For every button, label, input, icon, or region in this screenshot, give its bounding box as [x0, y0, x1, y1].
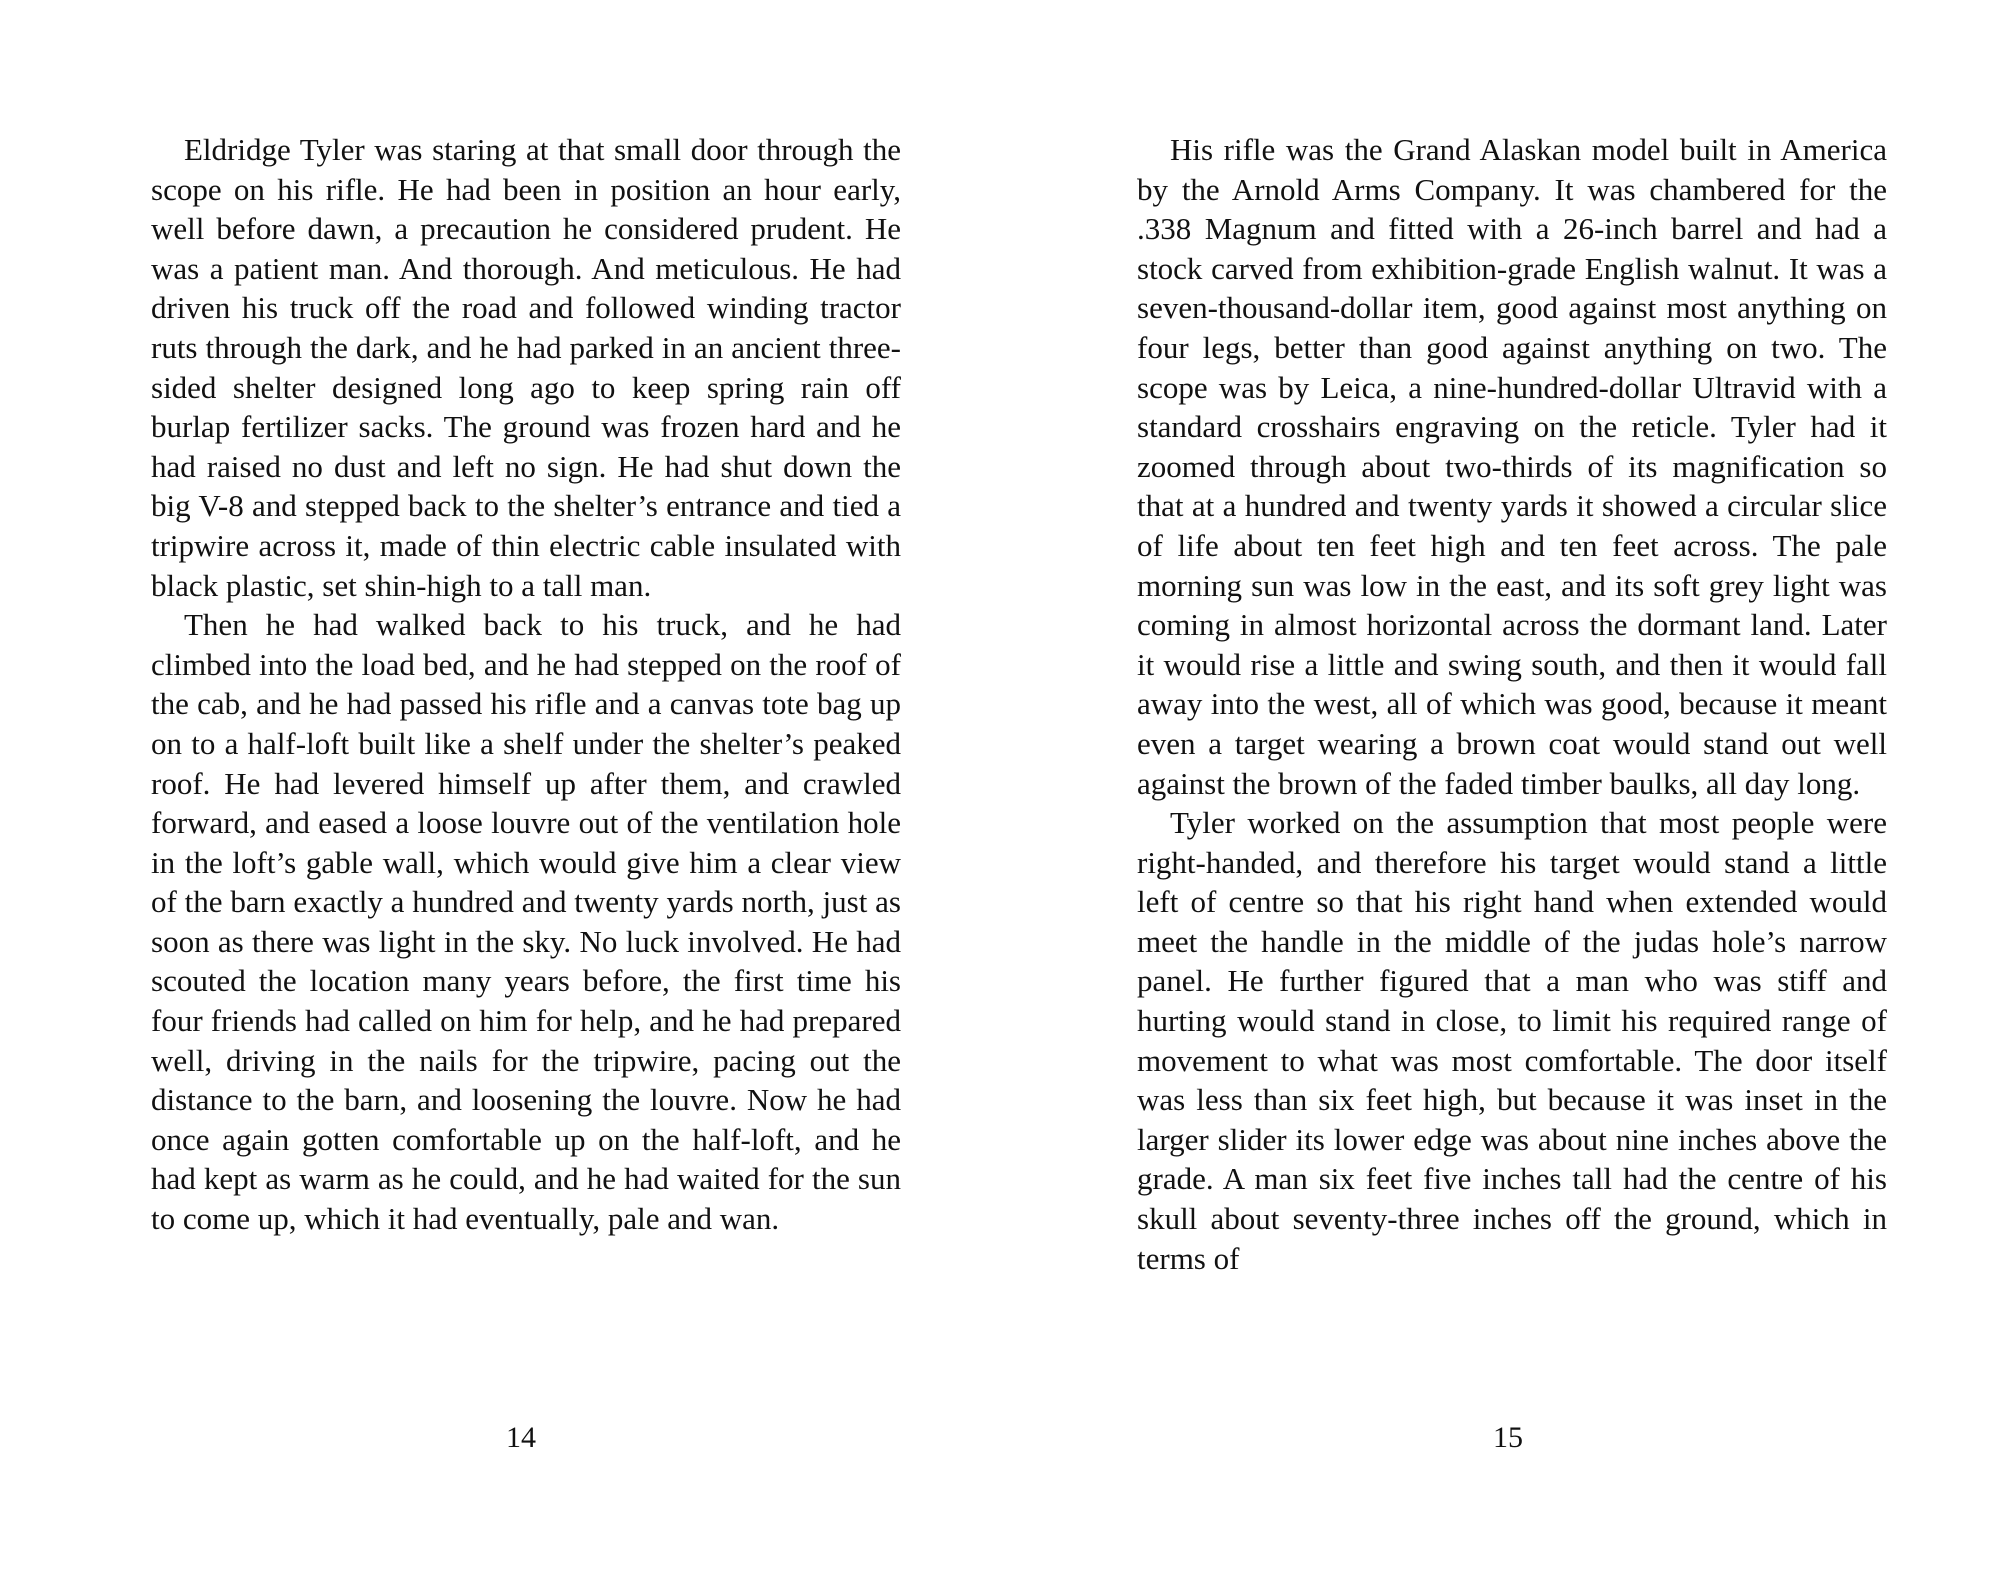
right-page [1000, 0, 2000, 1574]
right-page-text [1137, 130, 1887, 1278]
left-page-text [151, 130, 901, 1239]
page-number: 14 [506, 1421, 536, 1454]
paragraph: Tyler worked on the assumption that most people were right-handed, and therefore his target would stand a little left of centre so that his right hand when extended would meet the handle in the middle of the judas hole’s narrow panel. He further figured that a man who was stiff and hurting would stand in close, to limit his required range of movement to what was most comfortable. The door itself was less than six feet high, but because it was inset in the larger slider its lower edge was about nine inches above the grade. A man six feet five inches tall had the centre of his skull about seventy-three inches off the ground, which in terms of [1137, 805, 1887, 1276]
page-number: 15 [1493, 1421, 1523, 1454]
paragraph: Then he had walked back to his truck, and he had climbed into the load bed, and he had stepped on the roof of the cab, and he had passed his rifle and a canvas tote bag up on to a half-loft built like a shelf under the shelter’s peaked roof. He had levered himself up after them, and crawled forward, and eased a loose louvre out of the ventilation hole in the loft’s gable wall, which would give him a clear view of the barn exactly a hundred and twenty yards north, just as soon as there was light in the sky. No luck involved. He had scouted the location many years before, the first time his four friends had called on him for help, and he had prepared well, driving in the nails for the tripwire, pacing out the distance to the barn, and loosening the louvre. Now he had once again gotten comfortable up on the half-loft, and he had kept as warm as he could, and he had waited for the sun to come up, which it had eventually, pale and wan. [151, 607, 901, 1237]
paragraph: His rifle was the Grand Alaskan model built in America by the Arnold Arms Company. It was chambered for the .338 Magnum and fitted with a 26-inch barrel and had a stock carved from exhibition-grade English walnut. It was a seven-thousand-dollar item, good against most anything on four legs, better than good against anything on two. The scope was by Leica, a nine-hundred-dollar Ultravid with a standard crosshairs engraving on the reticle. Tyler had it zoomed through about two-thirds of its magnification so that at a hundred and twenty yards it showed a circular slice of life about ten feet high and ten feet across. The pale morning sun was low in the east, and its soft grey light was coming in almost horizontal across the dormant land. Later it would rise a little and swing south, and then it would fall away into the west, all of which was good, because it meant even a target wearing a brown coat would stand out well against the brown of the faded timber baulks, all day long. [1137, 132, 1887, 801]
paragraph: Eldridge Tyler was staring at that small door through the scope on his rifle. He had been in position an hour early, well before dawn, a precaution he considered prudent. He was a patient man. And thorough. And meticulous. He had driven his truck off the road and followed winding tractor ruts through the dark, and he had parked in an ancient three-sided shelter designed long ago to keep spring rain off burlap fertilizer sacks. The ground was frozen hard and he had raised no dust and left no sign. He had shut down the big V-8 and stepped back to the shelter’s entrance and tied a tripwire across it, made of thin electric cable insulated with black plastic, set shin-high to a tall man. [151, 132, 901, 603]
